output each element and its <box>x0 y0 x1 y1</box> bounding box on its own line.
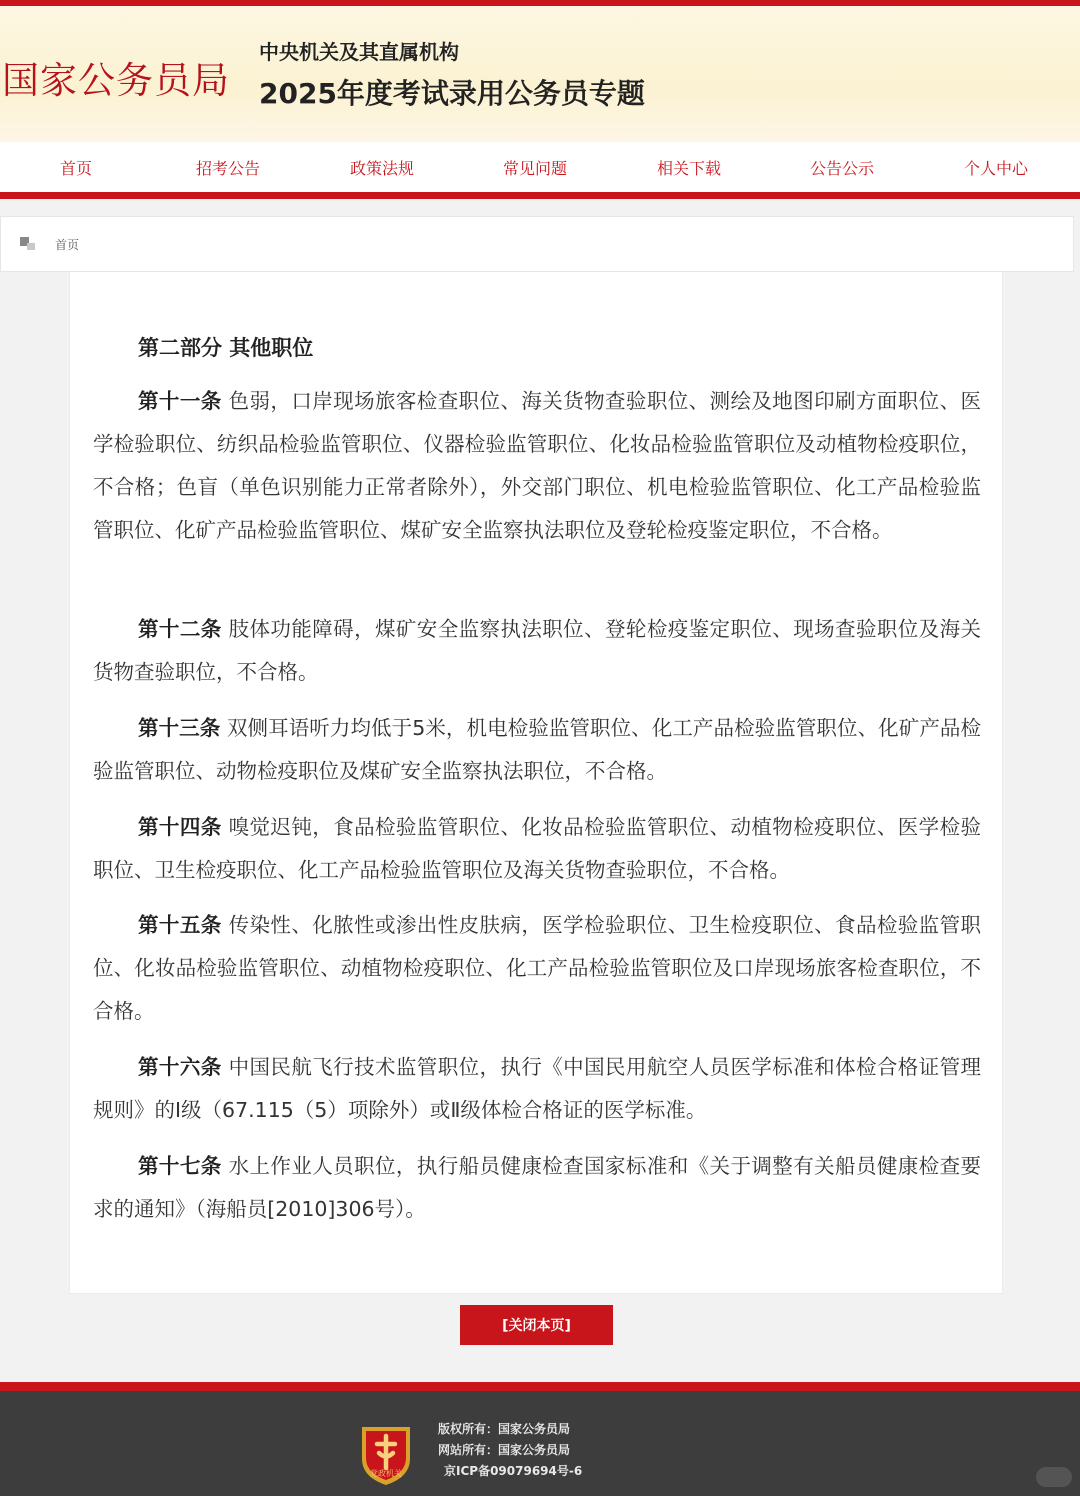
site-banner <box>0 6 1080 142</box>
footer-website-owner: 网站所有：国家公务员局 <box>438 1443 571 1457</box>
part-title: 第二部分 其他职位 <box>138 336 314 360</box>
watermark-badge <box>1036 1467 1072 1487</box>
nav-item-downloads[interactable]: 相关下载 <box>657 159 722 178</box>
site-name-logo[interactable]: 国家公务员局 <box>2 59 230 102</box>
breadcrumb <box>0 216 1074 272</box>
article-14 <box>93 806 981 892</box>
footer-copyright: 版权所有：国家公务员局 <box>438 1422 571 1436</box>
article-number: 第十四条 <box>138 815 222 839</box>
article-16 <box>93 1046 981 1132</box>
article-11 <box>93 380 981 552</box>
article-17 <box>93 1145 981 1231</box>
breadcrumb-icon <box>20 237 36 251</box>
nav-item-faq[interactable]: 常见问题 <box>503 159 568 178</box>
site-footer <box>0 1391 1080 1496</box>
article-12 <box>93 608 981 694</box>
article-text: 传染性、化脓性或渗出性皮肤病，医学检验职位、卫生检疫职位、食品检验监管职位、化妆品检验监管职位、动植物检疫职位、化工产品检验监管职位及口岸现场旅客检查职位，不合格。 <box>93 913 982 1023</box>
article-number: 第十三条 <box>138 716 221 740</box>
article-number: 第十五条 <box>138 913 222 937</box>
article-13 <box>93 707 981 793</box>
main-nav <box>0 142 1080 192</box>
footer-divider <box>0 1382 1080 1391</box>
banner-title: 2025年度考试录用公务员专题 <box>259 77 645 110</box>
party-government-emblem-icon[interactable] <box>358 1421 414 1487</box>
nav-item-recruitment[interactable]: 招考公告 <box>196 159 261 178</box>
emblem-label: 党政机关 <box>370 1469 402 1478</box>
article-number: 第十六条 <box>138 1055 222 1079</box>
article-text: 色弱，口岸现场旅客检查职位、海关货物查验职位、测绘及地图印刷方面职位、医学检验职位、纺织品检验监管职位、仪器检验监管职位、化妆品检验监管职位及动植物检疫职位，不合格；色盲（单色识别能力正常者除外），外交部门职位、机电检验监管职位、化工产品检验监管职位、化矿产品检验监管职位、煤矿安全监察执法职位及登轮检疫鉴定职位，不合格。 <box>93 389 982 542</box>
close-page-button[interactable]: [关闭本页] <box>460 1305 613 1345</box>
article-text: 双侧耳语听力均低于5米，机电检验监管职位、化工产品检验监管职位、化矿产品检验监管职位、动物检疫职位及煤矿安全监察执法职位，不合格。 <box>93 716 981 783</box>
nav-divider <box>0 192 1080 199</box>
article-text: 肢体功能障碍，煤矿安全监察执法职位、登轮检疫鉴定职位、现场查验职位及海关货物查验职位，不合格。 <box>93 617 982 684</box>
footer-icp-link[interactable]: 京ICP备09079694号-6 <box>444 1464 583 1478</box>
nav-item-personal-center[interactable]: 个人中心 <box>964 159 1029 178</box>
breadcrumb-home-link[interactable]: 首页 <box>55 238 80 252</box>
article-text: 水上作业人员职位，执行船员健康检查国家标准和《关于调整有关船员健康检查要求的通知》（海船员[2010]306号）。 <box>93 1154 982 1221</box>
article-number: 第十一条 <box>138 389 222 413</box>
nav-item-home[interactable]: 首页 <box>60 159 93 178</box>
nav-item-policy[interactable]: 政策法规 <box>350 159 415 178</box>
article-number: 第十七条 <box>138 1154 222 1178</box>
banner-subtitle: 中央机关及其直属机构 <box>259 40 459 64</box>
nav-item-notices[interactable]: 公告公示 <box>810 159 875 178</box>
article-15 <box>93 904 981 1033</box>
article-number: 第十二条 <box>138 617 222 641</box>
article-text: 中国民航飞行技术监管职位，执行《中国民用航空人员医学标准和体检合格证管理规则》的Ⅰ级（67.115（5）项除外）或Ⅱ级体检合格证的医学标准。 <box>93 1055 982 1122</box>
article-text: 嗅觉迟钝，食品检验监管职位、化妆品检验监管职位、动植物检疫职位、医学检验职位、卫生检疫职位、化工产品检验监管职位及海关货物查验职位，不合格。 <box>93 815 982 882</box>
